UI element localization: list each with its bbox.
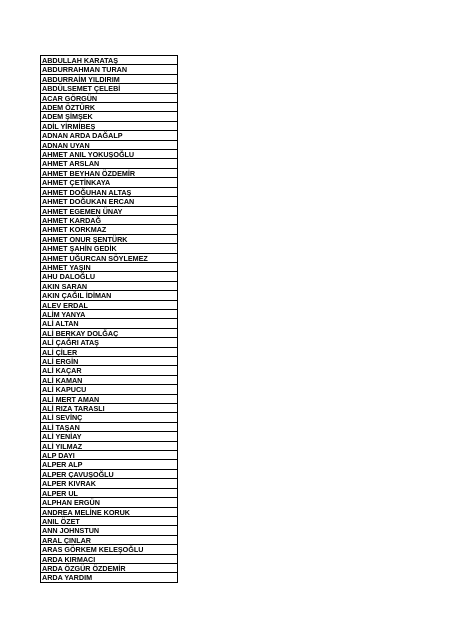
table-row: AHMET KORKMAZ — [41, 225, 177, 234]
table-row: AHMET BEYHAN ÖZDEMİR — [41, 169, 177, 178]
table-row: ANN JOHNSTUN — [41, 526, 177, 535]
table-row: ALP DAYI — [41, 451, 177, 460]
table-row: ABDÜLSEMET ÇELEBİ — [41, 84, 177, 93]
table-row: ALİ YENİAY — [41, 432, 177, 441]
table-row: ADNAN UYAN — [41, 141, 177, 150]
table-row: AHMET ANIL YOKUŞOĞLU — [41, 150, 177, 159]
table-row: ABDURRAHMAN TURAN — [41, 65, 177, 74]
table-row: ADEM ŞİMŞEK — [41, 112, 177, 121]
table-row: ALİ ALTAN — [41, 319, 177, 328]
table-row: ALİ KAPUCU — [41, 385, 177, 394]
table-row: ANIL ÖZET — [41, 517, 177, 526]
table-row: AHMET KARDAĞ — [41, 216, 177, 225]
table-row: ARDA ÖZGÜR ÖZDEMİR — [41, 564, 177, 573]
table-row: ALİ YILMAZ — [41, 442, 177, 451]
table-row: ALİ KAÇAR — [41, 366, 177, 375]
table-row: AHMET UĞURCAN SÖYLEMEZ — [41, 254, 177, 263]
table-row: ALPER KIVRAK — [41, 479, 177, 488]
table-row: ANDREA MELİNE KORUK — [41, 508, 177, 517]
table-row: ACAR GÖRGÜN — [41, 94, 177, 103]
table-row: ARAL ÇINLAR — [41, 536, 177, 545]
table-row: AHU DALOĞLU — [41, 272, 177, 281]
table-row: ABDULLAH KARATAŞ — [41, 56, 177, 65]
table-row: ARAS GÖRKEM KELEŞOĞLU — [41, 545, 177, 554]
table-row: ALİ RIZA TARASLI — [41, 404, 177, 413]
table-row: ARDA KIRMACI — [41, 555, 177, 564]
table-row: ALİ KAMAN — [41, 376, 177, 385]
table-row: ALİM YANYA — [41, 310, 177, 319]
table-row: ALPER ALP — [41, 460, 177, 469]
table-row: ADEM ÖZTÜRK — [41, 103, 177, 112]
table-row: AKIN SARAN — [41, 282, 177, 291]
table-row: ARDA YARDIM — [41, 573, 177, 582]
table-row: ALİ SEVİNÇ — [41, 413, 177, 422]
table-row: AHMET DOĞUHAN ALTAŞ — [41, 188, 177, 197]
table-row: ALİ ÇAĞRI ATAŞ — [41, 338, 177, 347]
table-row: ALEV ERDAL — [41, 301, 177, 310]
table-row: ALPER ÇAVUŞOĞLU — [41, 470, 177, 479]
table-row: ALİ TAŞAN — [41, 423, 177, 432]
name-table — [40, 55, 178, 583]
table-row: ADİL YİRMİBEŞ — [41, 122, 177, 131]
table-row: ALİ ERGİN — [41, 357, 177, 366]
table-row: ALPER UL — [41, 489, 177, 498]
table-row: AHMET ÇETİNKAYA — [41, 178, 177, 187]
table-row: AHMET ŞAHİN GEDİK — [41, 244, 177, 253]
table-row: AHMET YAŞIN — [41, 263, 177, 272]
table-row: AKIN ÇAĞIL İDİMAN — [41, 291, 177, 300]
table-row: ALPHAN ERGÜN — [41, 498, 177, 507]
table-row: ALİ ÇİLER — [41, 348, 177, 357]
table-row: ALİ MERT AMAN — [41, 395, 177, 404]
table-row: AHMET ARSLAN — [41, 159, 177, 168]
table-row: AHMET DOĞUKAN ERCAN — [41, 197, 177, 206]
table-row: AHMET EGEMEN ÜNAY — [41, 207, 177, 216]
table-row: AHMET ONUR ŞENTÜRK — [41, 235, 177, 244]
table-row: ADNAN ARDA DAĞALP — [41, 131, 177, 140]
table-row: ABDURRAİM YILDIRIM — [41, 75, 177, 84]
table-row: ALİ BERKAY DOLĞAÇ — [41, 329, 177, 338]
